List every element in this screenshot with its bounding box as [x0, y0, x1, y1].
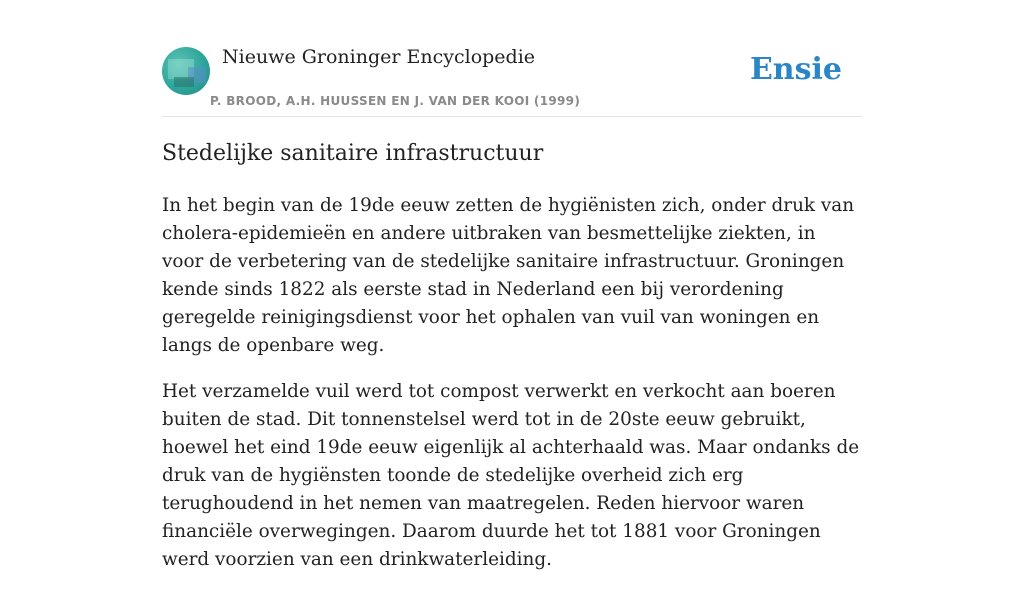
article-body: [162, 192, 862, 592]
article-title: Stedelijke sanitaire infrastructuur: [162, 141, 544, 166]
book-title[interactable]: Nieuwe Groninger Encyclopedie: [222, 46, 536, 68]
article-header: [162, 46, 862, 117]
book-cover-icon[interactable]: [162, 47, 210, 95]
brand-logo[interactable]: Ensie: [749, 52, 842, 87]
paragraph: Het verzamelde vuil werd tot compost verwerkt en verkocht aan boeren buiten de stad. Dit tonnenstelsel werd tot in de 20ste eeuw gebruikt, hoewel het eind 19de eeuw eigenlijk al achterhaald was. Maar ondanks de druk van de hygiënsten toonde de stedelijke overheid zich erg terughoudend in het nemen van maatregelen. Reden hiervoor waren financiële overwegingen. Daarom duurde het tot 1881 voor Groningen werd voorzien van een drinkwaterleiding.: [162, 381, 860, 570]
book-authors: P. BROOD, A.H. HUUSSEN EN J. VAN DER KOOI (1999): [210, 94, 581, 108]
paragraph: In het begin van de 19de eeuw zetten de hygiënisten zich, onder druk van cholera-epidemieën en andere uitbraken van besmettelijke ziekten, in voor de verbetering van de stedelijke sanitaire infrastructuur. Groningen kende sinds 1822 als eerste stad in Nederland een bij verordening geregelde reinigingsdienst voor het ophalen van vuil van woningen en langs de openbare weg.: [162, 195, 855, 356]
